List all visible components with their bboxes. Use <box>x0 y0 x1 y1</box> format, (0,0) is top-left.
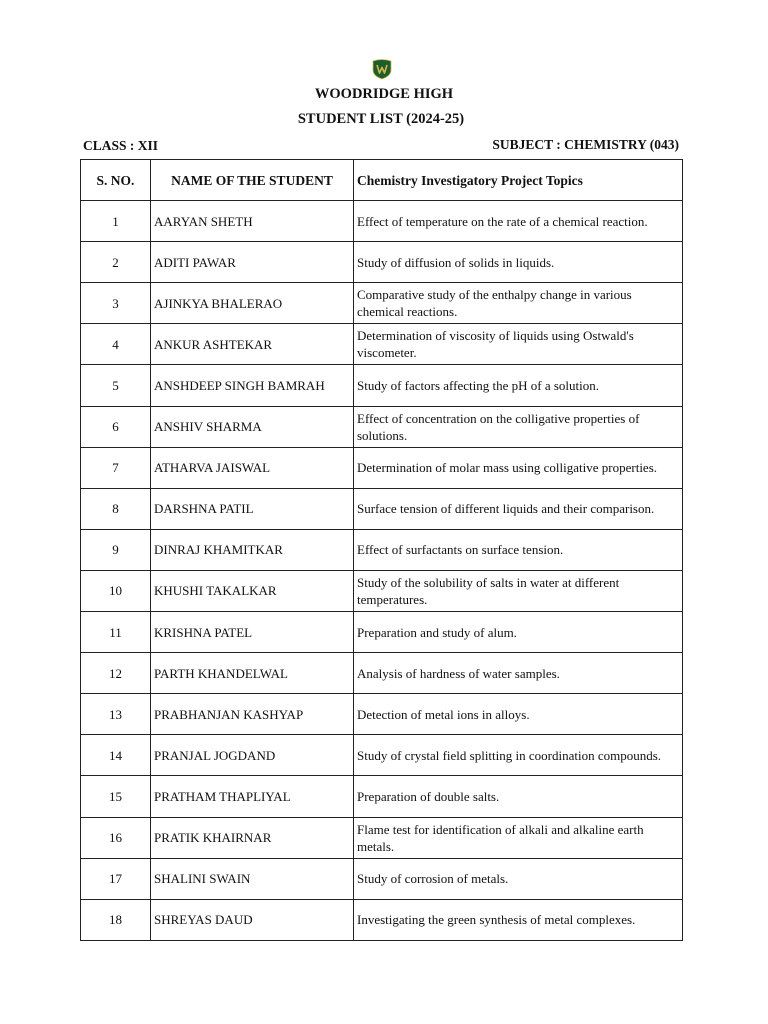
cell-project-topic: Determination of viscosity of liquids using Ostwald's viscometer. <box>354 324 683 365</box>
cell-sno: 5 <box>81 365 151 406</box>
list-title: STUDENT LIST (2024-25) <box>297 111 465 127</box>
cell-student-name: PRATIK KHAIRNAR <box>151 817 354 858</box>
table-row <box>81 776 683 817</box>
cell-project-topic: Preparation of double salts. <box>354 776 683 817</box>
student-table <box>80 159 683 941</box>
cell-project-topic: Study of diffusion of solids in liquids. <box>354 242 683 283</box>
cell-project-topic: Study of factors affecting the pH of a solution. <box>354 365 683 406</box>
cell-student-name: AARYAN SHETH <box>151 201 354 242</box>
table-row <box>81 283 683 324</box>
header-sno: S. NO. <box>81 160 151 201</box>
cell-student-name: KRISHNA PATEL <box>151 612 354 653</box>
cell-sno: 8 <box>81 488 151 529</box>
cell-student-name: DARSHNA PATIL <box>151 488 354 529</box>
class-label: CLASS : XII <box>83 138 159 153</box>
table-row <box>81 406 683 447</box>
cell-project-topic: Analysis of hardness of water samples. <box>354 653 683 694</box>
header-topic: Chemistry Investigatory Project Topics <box>354 160 683 201</box>
cell-project-topic: Study of the solubility of salts in water at different temperatures. <box>354 570 683 611</box>
table-row <box>81 488 683 529</box>
table-row <box>81 653 683 694</box>
cell-student-name: ANSHIV SHARMA <box>151 406 354 447</box>
header-name: NAME OF THE STUDENT <box>151 160 354 201</box>
cell-sno: 9 <box>81 529 151 570</box>
table-row <box>81 612 683 653</box>
table-body <box>81 201 683 941</box>
cell-sno: 2 <box>81 242 151 283</box>
table-row <box>81 735 683 776</box>
table-row <box>81 242 683 283</box>
table-header-row <box>81 160 683 201</box>
cell-student-name: SHREYAS DAUD <box>151 899 354 940</box>
school-name: WOODRIDGE HIGH <box>314 86 454 102</box>
cell-sno: 11 <box>81 612 151 653</box>
cell-student-name: PARTH KHANDELWAL <box>151 653 354 694</box>
table-row <box>81 447 683 488</box>
cell-student-name: ADITI PAWAR <box>151 242 354 283</box>
cell-sno: 7 <box>81 447 151 488</box>
cell-project-topic: Effect of surfactants on surface tension. <box>354 529 683 570</box>
table-row <box>81 570 683 611</box>
cell-project-topic: Study of crystal field splitting in coordination compounds. <box>354 735 683 776</box>
cell-student-name: ATHARVA JAISWAL <box>151 447 354 488</box>
cell-project-topic: Effect of temperature on the rate of a chemical reaction. <box>354 201 683 242</box>
cell-project-topic: Surface tension of different liquids and their comparison. <box>354 488 683 529</box>
cell-project-topic: Determination of molar mass using colligative properties. <box>354 447 683 488</box>
cell-student-name: KHUSHI TAKALKAR <box>151 570 354 611</box>
cell-project-topic: Investigating the green synthesis of metal complexes. <box>354 899 683 940</box>
cell-sno: 12 <box>81 653 151 694</box>
cell-sno: 4 <box>81 324 151 365</box>
cell-sno: 16 <box>81 817 151 858</box>
cell-student-name: SHALINI SWAIN <box>151 858 354 899</box>
cell-project-topic: Preparation and study of alum. <box>354 612 683 653</box>
cell-project-topic: Comparative study of the enthalpy change in various chemical reactions. <box>354 283 683 324</box>
school-crest-logo <box>371 58 393 80</box>
cell-student-name: ANSHDEEP SINGH BAMRAH <box>151 365 354 406</box>
cell-sno: 17 <box>81 858 151 899</box>
cell-project-topic: Flame test for identification of alkali and alkaline earth metals. <box>354 817 683 858</box>
cell-student-name: AJINKYA BHALERAO <box>151 283 354 324</box>
table-row <box>81 858 683 899</box>
cell-sno: 10 <box>81 570 151 611</box>
cell-sno: 6 <box>81 406 151 447</box>
cell-student-name: ANKUR ASHTEKAR <box>151 324 354 365</box>
cell-student-name: PRABHANJAN KASHYAP <box>151 694 354 735</box>
cell-sno: 14 <box>81 735 151 776</box>
table-row <box>81 201 683 242</box>
cell-sno: 15 <box>81 776 151 817</box>
table-row <box>81 324 683 365</box>
cell-project-topic: Effect of concentration on the colligative properties of solutions. <box>354 406 683 447</box>
cell-sno: 1 <box>81 201 151 242</box>
table-row <box>81 817 683 858</box>
table-row <box>81 529 683 570</box>
cell-project-topic: Study of corrosion of metals. <box>354 858 683 899</box>
cell-project-topic: Detection of metal ions in alloys. <box>354 694 683 735</box>
cell-sno: 13 <box>81 694 151 735</box>
cell-student-name: PRANJAL JOGDAND <box>151 735 354 776</box>
table-row <box>81 899 683 940</box>
cell-student-name: PRATHAM THAPLIYAL <box>151 776 354 817</box>
cell-student-name: DINRAJ KHAMITKAR <box>151 529 354 570</box>
cell-sno: 18 <box>81 899 151 940</box>
table-row <box>81 694 683 735</box>
table-row <box>81 365 683 406</box>
cell-sno: 3 <box>81 283 151 324</box>
subject-label: SUBJECT : CHEMISTRY (043) <box>492 137 679 152</box>
